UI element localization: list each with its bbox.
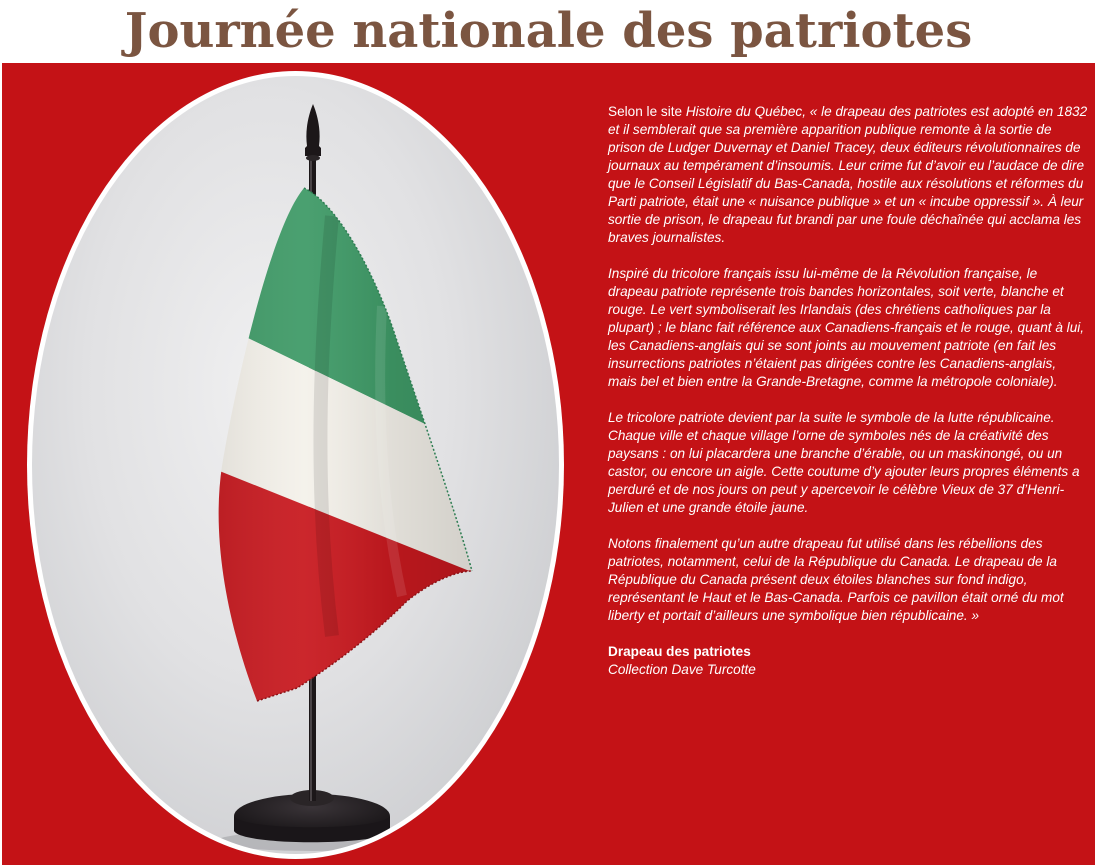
- article-text: [608, 103, 1088, 679]
- caption-credit: Collection Dave Turcotte: [608, 662, 756, 677]
- paragraph-4: Notons finalement qu’un autre drapeau fut utilisé dans les rébellions des patriotes, notamment, celui de la République du Canada. Le drapeau de la République du Canada présent deux étoiles blanches sur fond indigo, représentant le Haut et le Bas-Canada. Parfois ce pavillon était orné du mot liberty et portait d’ailleurs une symbolique bien républicaine. »: [608, 536, 1064, 623]
- flag-finial: [305, 104, 321, 156]
- paragraph-1: [608, 103, 1088, 247]
- paragraph-2: Inspiré du tricolore français issu lui-même de la Révolution française, le drapeau patriote représente trois bandes horizontales, soit verte, blanche et rouge. Le vert symboliserait les Irlandais (des chrétiens catholiques par la plupart) ; le blanc fait référence aux Canadiens-français et le rouge, quant à lui, les Canadiens-anglais qui se sont joints au mouvement patriote (en fait les insurrections patriotes n’étaient pas dirigées contre les Canadiens-anglais, mais bel et bien entre la Grande-Bretagne, comme la métropole coloniale).: [608, 266, 1085, 389]
- caption-title: Drapeau des patriotes: [608, 644, 751, 659]
- paragraph-1-intro: Selon le site: [608, 104, 686, 119]
- flag-photo: [32, 76, 559, 854]
- paragraph-1-body: , « le drapeau des patriotes est adopté en 1832 et il semblerait que sa première apparition publique remonte à la sortie de prison de Ludger Duvernay et Daniel Tracey, deux éditeurs révolutionnaires de journaux au tempérament d’insoumis. Leur crime fut d’avoir eu l’audace de dire que le Conseil Législatif du Bas-Canada, hostile aux résolutions et réformes du Parti patriote, était une « nuisance publique » et un « incube oppressif ». À leur sortie de prison, le drapeau fut brandi par une foule déchaînée qui acclama les braves journalistes.: [608, 104, 1088, 245]
- source-name: Histoire du Québec: [685, 104, 803, 119]
- oval-frame: [27, 71, 564, 859]
- red-panel: [2, 63, 1095, 865]
- flag-fabric: [182, 156, 532, 776]
- page-title: Journée nationale des patriotes: [124, 3, 973, 59]
- paragraph-3: Le tricolore patriote devient par la suite le symbole de la lutte républicaine. Chaque ville et chaque village l’orne de symboles nés de la créativité des paysans : on lui placardera une branche d’érable, ou un maskinongé, ou un castor, ou encore un aigle. Cette coutume d’y ajouter leurs propres éléments a perduré et de nos jours on peut y apercevoir le célèbre Vieux de 37 d’Henri-Julien et une grande étoile jaune.: [608, 410, 1080, 515]
